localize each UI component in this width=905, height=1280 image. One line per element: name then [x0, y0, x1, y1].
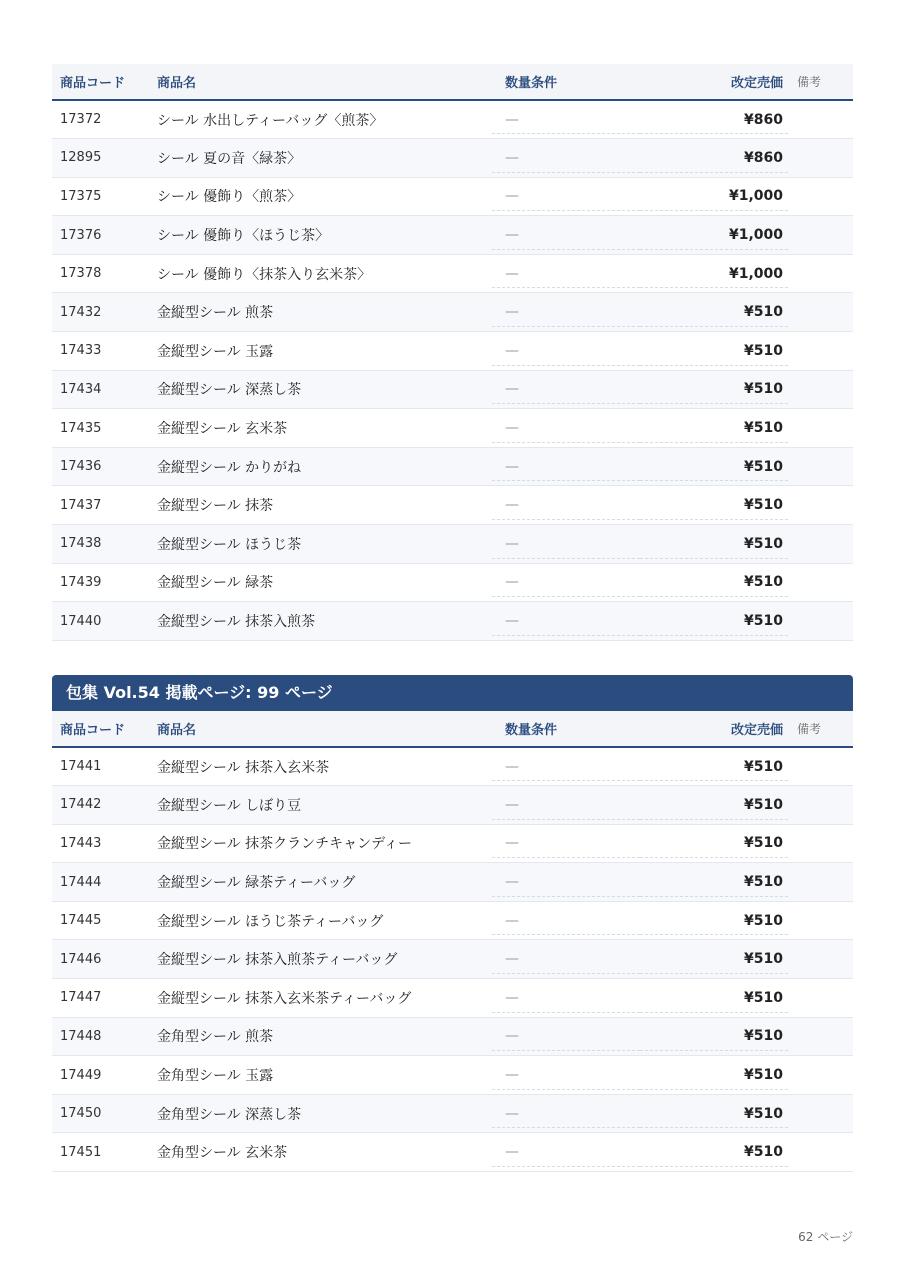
- column-header-price: 改定売価: [640, 64, 788, 100]
- cell-code: 17437: [60, 497, 102, 513]
- table-header-row: [52, 64, 853, 100]
- cell-qty: —: [492, 1017, 640, 1056]
- cell-name: 金縦型シール 抹茶入玄米茶ティーバッグ: [157, 990, 412, 1007]
- cell-price: ¥510: [640, 332, 788, 371]
- cell-price: ¥510: [640, 409, 788, 448]
- table-row: [52, 216, 853, 255]
- cell-name: シール 水出しティーバッグ〈煎茶〉: [157, 112, 384, 129]
- cell-note: [788, 979, 853, 1018]
- cell-note: [788, 901, 853, 940]
- cell-note: [788, 1017, 853, 1056]
- table-row: [52, 332, 853, 371]
- cell-qty: —: [492, 563, 640, 602]
- cell-price: ¥510: [640, 863, 788, 902]
- cell-qty: —: [492, 863, 640, 902]
- cell-qty: —: [492, 254, 640, 293]
- cell-name: 金縦型シール 抹茶: [157, 498, 274, 515]
- price-table: [52, 64, 853, 641]
- cell-qty: —: [492, 940, 640, 979]
- table-row: [52, 901, 853, 940]
- cell-qty: —: [492, 979, 640, 1018]
- cell-code: 17443: [60, 835, 102, 851]
- cell-code: 17448: [60, 1028, 102, 1044]
- cell-note: [788, 370, 853, 409]
- column-header-note: 備考: [788, 711, 853, 747]
- cell-price: ¥510: [640, 563, 788, 602]
- cell-name: 金縦型シール かりがね: [157, 459, 302, 476]
- table-row: [52, 139, 853, 178]
- column-header-name: 商品名: [148, 64, 492, 100]
- cell-name: シール 優飾り〈ほうじ茶〉: [157, 228, 330, 245]
- cell-name: 金縦型シール ほうじ茶: [157, 536, 302, 553]
- cell-note: [788, 1056, 853, 1095]
- table-row: [52, 1133, 853, 1172]
- cell-code: 17372: [60, 112, 102, 128]
- cell-code: 17376: [60, 227, 102, 243]
- cell-name: 金縦型シール 抹茶入煎茶ティーバッグ: [157, 952, 398, 969]
- section-title: 包集 Vol.54 掲載ページ: 99 ページ: [52, 675, 853, 711]
- table-row: [52, 824, 853, 863]
- cell-code: 17432: [60, 304, 102, 320]
- cell-name: 金角型シール 玄米茶: [157, 1145, 288, 1162]
- table-row: [52, 525, 853, 564]
- cell-note: [788, 786, 853, 825]
- cell-name: 金角型シール 玉露: [157, 1068, 274, 1085]
- table-row: [52, 486, 853, 525]
- cell-name: 金縦型シール 抹茶入煎茶: [157, 614, 316, 631]
- cell-note: [788, 139, 853, 178]
- price-table-section-2: [52, 675, 853, 1172]
- cell-note: [788, 563, 853, 602]
- table-row: [52, 863, 853, 902]
- cell-qty: —: [492, 332, 640, 371]
- cell-code: 17442: [60, 797, 102, 813]
- column-header-price: 改定売価: [640, 711, 788, 747]
- cell-qty: —: [492, 824, 640, 863]
- cell-name: シール 優飾り〈抹茶入り玄米茶〉: [157, 266, 372, 283]
- cell-name: 金縦型シール 玄米茶: [157, 421, 288, 438]
- cell-note: [788, 747, 853, 786]
- column-header-note: 備考: [788, 64, 853, 100]
- table-row: [52, 563, 853, 602]
- cell-code: 12895: [60, 150, 102, 166]
- page-number: 62 ページ: [798, 1230, 853, 1244]
- cell-price: ¥510: [640, 824, 788, 863]
- cell-price: ¥510: [640, 901, 788, 940]
- cell-name: 金縦型シール 抹茶入玄米茶: [157, 759, 330, 776]
- cell-name: 金角型シール 煎茶: [157, 1029, 274, 1046]
- cell-note: [788, 863, 853, 902]
- cell-price: ¥510: [640, 747, 788, 786]
- cell-name: 金縦型シール 緑茶ティーバッグ: [157, 875, 356, 892]
- cell-qty: —: [492, 409, 640, 448]
- cell-code: 17444: [60, 874, 102, 890]
- cell-qty: —: [492, 901, 640, 940]
- cell-price: ¥510: [640, 979, 788, 1018]
- cell-price: ¥510: [640, 940, 788, 979]
- cell-code: 17451: [60, 1144, 102, 1160]
- cell-price: ¥510: [640, 447, 788, 486]
- cell-code: 17446: [60, 951, 102, 967]
- cell-price: ¥510: [640, 1094, 788, 1133]
- cell-name: 金縦型シール 緑茶: [157, 575, 274, 592]
- cell-price: ¥1,000: [640, 177, 788, 216]
- table-row: [52, 370, 853, 409]
- cell-price: ¥510: [640, 525, 788, 564]
- cell-price: ¥510: [640, 293, 788, 332]
- table-row: [52, 1017, 853, 1056]
- table-row: [52, 602, 853, 641]
- table-header-row: [52, 711, 853, 747]
- cell-note: [788, 254, 853, 293]
- cell-qty: —: [492, 293, 640, 332]
- cell-note: [788, 602, 853, 641]
- table-row: [52, 747, 853, 786]
- cell-price: ¥510: [640, 602, 788, 641]
- cell-note: [788, 293, 853, 332]
- column-header-code: 商品コード: [52, 711, 148, 747]
- cell-name: シール 優飾り〈煎茶〉: [157, 189, 302, 206]
- cell-qty: —: [492, 786, 640, 825]
- cell-note: [788, 216, 853, 255]
- cell-note: [788, 177, 853, 216]
- cell-code: 17440: [60, 613, 102, 629]
- cell-qty: —: [492, 1056, 640, 1095]
- cell-code: 17447: [60, 990, 102, 1006]
- cell-note: [788, 447, 853, 486]
- cell-price: ¥510: [640, 370, 788, 409]
- price-table: [52, 711, 853, 1172]
- cell-price: ¥510: [640, 1017, 788, 1056]
- cell-name: 金縦型シール しぼり豆: [157, 797, 302, 814]
- column-header-code: 商品コード: [52, 64, 148, 100]
- cell-name: 金縦型シール ほうじ茶ティーバッグ: [157, 913, 384, 930]
- cell-code: 17435: [60, 420, 102, 436]
- table-row: [52, 1056, 853, 1095]
- cell-qty: —: [492, 525, 640, 564]
- cell-qty: —: [492, 100, 640, 139]
- cell-qty: —: [492, 370, 640, 409]
- cell-note: [788, 1094, 853, 1133]
- cell-note: [788, 940, 853, 979]
- cell-qty: —: [492, 747, 640, 786]
- cell-price: ¥510: [640, 786, 788, 825]
- cell-name: 金縦型シール 煎茶: [157, 305, 274, 322]
- cell-name: 金縦型シール 玉露: [157, 343, 274, 360]
- cell-code: 17375: [60, 188, 102, 204]
- cell-price: ¥510: [640, 1133, 788, 1172]
- cell-name: 金縦型シール 深蒸し茶: [157, 382, 302, 399]
- cell-qty: —: [492, 486, 640, 525]
- cell-note: [788, 332, 853, 371]
- cell-note: [788, 824, 853, 863]
- cell-price: ¥860: [640, 139, 788, 178]
- cell-code: 17378: [60, 266, 102, 282]
- cell-code: 17434: [60, 381, 102, 397]
- cell-qty: —: [492, 1094, 640, 1133]
- cell-code: 17441: [60, 759, 102, 775]
- table-row: [52, 254, 853, 293]
- table-row: [52, 979, 853, 1018]
- table-row: [52, 177, 853, 216]
- table-body: [52, 747, 853, 1172]
- cell-price: ¥510: [640, 1056, 788, 1095]
- cell-code: 17436: [60, 459, 102, 475]
- cell-qty: —: [492, 177, 640, 216]
- cell-code: 17438: [60, 536, 102, 552]
- cell-name: 金角型シール 深蒸し茶: [157, 1106, 302, 1123]
- price-table-section-1: [52, 64, 853, 641]
- cell-code: 17445: [60, 913, 102, 929]
- cell-qty: —: [492, 139, 640, 178]
- table-row: [52, 293, 853, 332]
- cell-code: 17450: [60, 1106, 102, 1122]
- cell-qty: —: [492, 447, 640, 486]
- cell-qty: —: [492, 1133, 640, 1172]
- cell-price: ¥1,000: [640, 216, 788, 255]
- table-row: [52, 940, 853, 979]
- table-row: [52, 100, 853, 139]
- cell-qty: —: [492, 216, 640, 255]
- cell-note: [788, 525, 853, 564]
- table-row: [52, 1094, 853, 1133]
- table-row: [52, 447, 853, 486]
- cell-code: 17439: [60, 574, 102, 590]
- cell-price: ¥1,000: [640, 254, 788, 293]
- cell-price: ¥510: [640, 486, 788, 525]
- cell-code: 17433: [60, 343, 102, 359]
- table-body: [52, 100, 853, 640]
- cell-qty: —: [492, 602, 640, 641]
- column-header-qty: 数量条件: [492, 64, 640, 100]
- table-row: [52, 786, 853, 825]
- cell-note: [788, 1133, 853, 1172]
- cell-price: ¥860: [640, 100, 788, 139]
- table-row: [52, 409, 853, 448]
- column-header-qty: 数量条件: [492, 711, 640, 747]
- cell-note: [788, 409, 853, 448]
- cell-name: シール 夏の音〈緑茶〉: [157, 150, 302, 167]
- cell-note: [788, 100, 853, 139]
- cell-name: 金縦型シール 抹茶クランチキャンディー: [157, 836, 413, 853]
- cell-note: [788, 486, 853, 525]
- column-header-name: 商品名: [148, 711, 492, 747]
- cell-code: 17449: [60, 1067, 102, 1083]
